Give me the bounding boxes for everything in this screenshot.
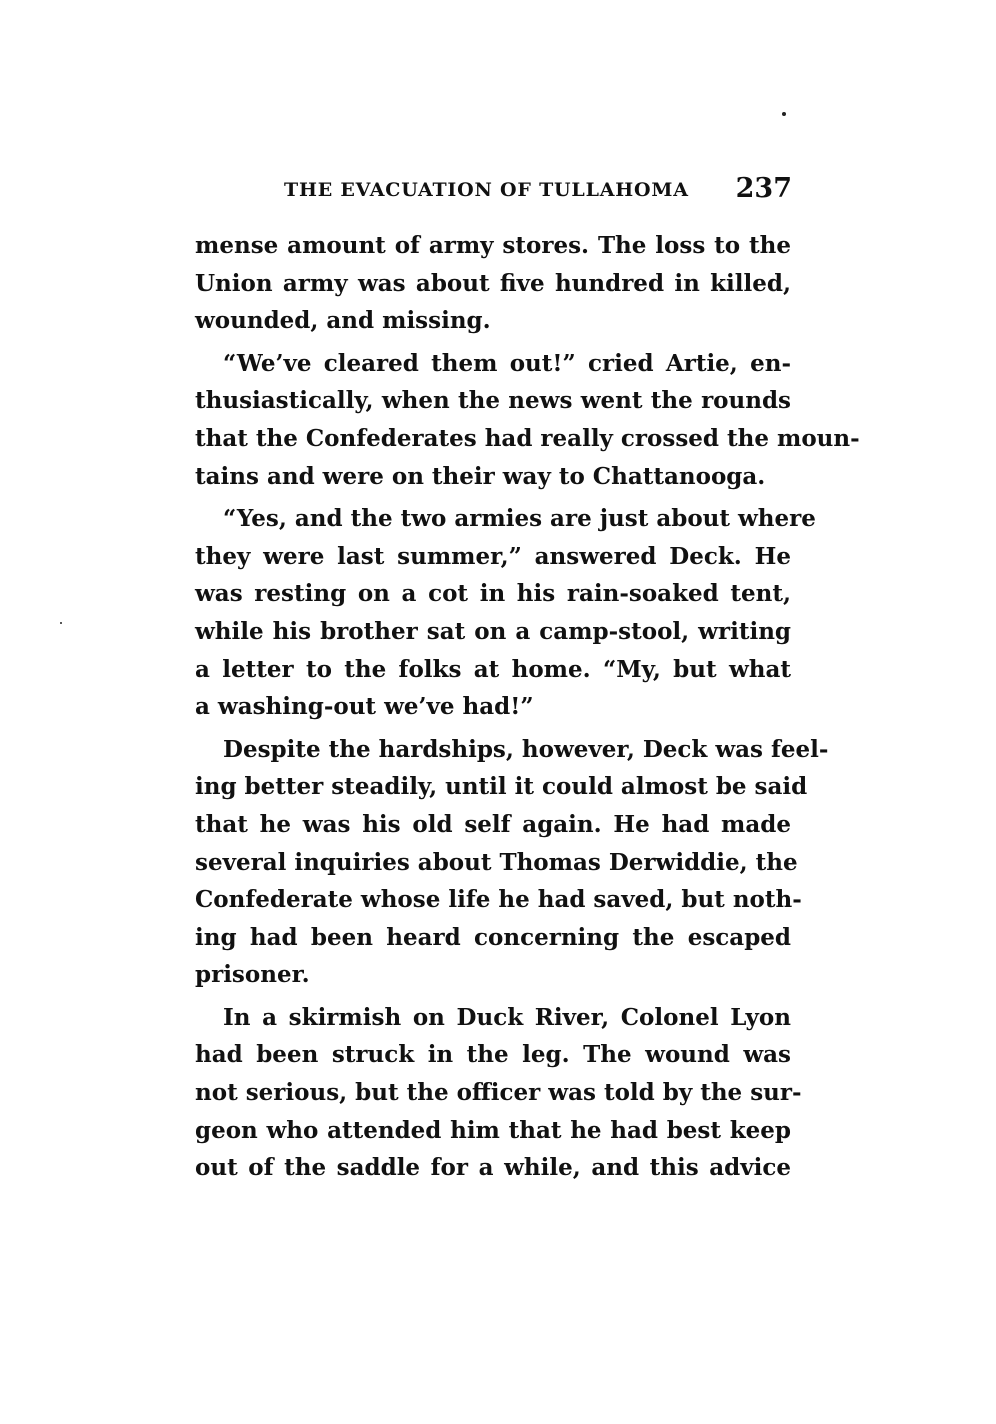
text-line: a washing-out we’ve had!” xyxy=(195,693,534,721)
text-line: tains and were on their way to Chattanooga. xyxy=(195,462,766,490)
text-line: several inquiries about Thomas Derwiddie, the xyxy=(195,848,798,876)
scan-speck xyxy=(60,622,62,624)
text-line: ing had been heard concerning the escaped xyxy=(195,923,791,951)
text-line: “Yes, and the two armies are just about where xyxy=(223,505,816,533)
text-line: “We’ve cleared them out!” cried Artie, en- xyxy=(223,349,791,377)
text-line: Union army was about five hundred in killed, xyxy=(195,269,791,297)
text-line: a letter to the folks at home. “My, but what xyxy=(195,655,791,683)
running-title: THE EVACUATION OF TULLAHOMA xyxy=(284,179,689,201)
text-line: prisoner. xyxy=(195,961,310,989)
text-line: that he was his old self again. He had made xyxy=(195,810,791,838)
text-line: Confederate whose life he had saved, but noth- xyxy=(195,886,802,914)
page-header xyxy=(284,173,792,207)
text-line: wounded, and missing. xyxy=(195,307,491,335)
text-line: mense amount of army stores. The loss to the xyxy=(195,232,791,259)
text-line: not serious, but the officer was told by the sur- xyxy=(195,1079,802,1107)
text-line: while his brother sat on a camp-stool, writing xyxy=(195,617,791,645)
body-text xyxy=(195,227,860,1187)
text-line: In a skirmish on Duck River, Colonel Lyon xyxy=(223,1003,791,1031)
text-line: had been struck in the leg. The wound was xyxy=(195,1041,791,1069)
text-line: geon who attended him that he had best keep xyxy=(195,1116,791,1144)
text-line: was resting on a cot in his rain-soaked tent, xyxy=(195,580,791,608)
page-number: 237 xyxy=(735,173,792,204)
text-line: that the Confederates had really crossed the moun- xyxy=(195,424,860,452)
text-line: thusiastically, when the news went the rounds xyxy=(195,387,791,415)
text-line: out of the saddle for a while, and this advice xyxy=(195,1154,791,1182)
text-line: they were last summer,” answered Deck. He xyxy=(195,542,791,570)
text-line: Despite the hardships, however, Deck was feel- xyxy=(223,735,829,763)
text-line: ing better steadily, until it could almost be said xyxy=(195,773,808,801)
scan-speck xyxy=(782,112,786,116)
